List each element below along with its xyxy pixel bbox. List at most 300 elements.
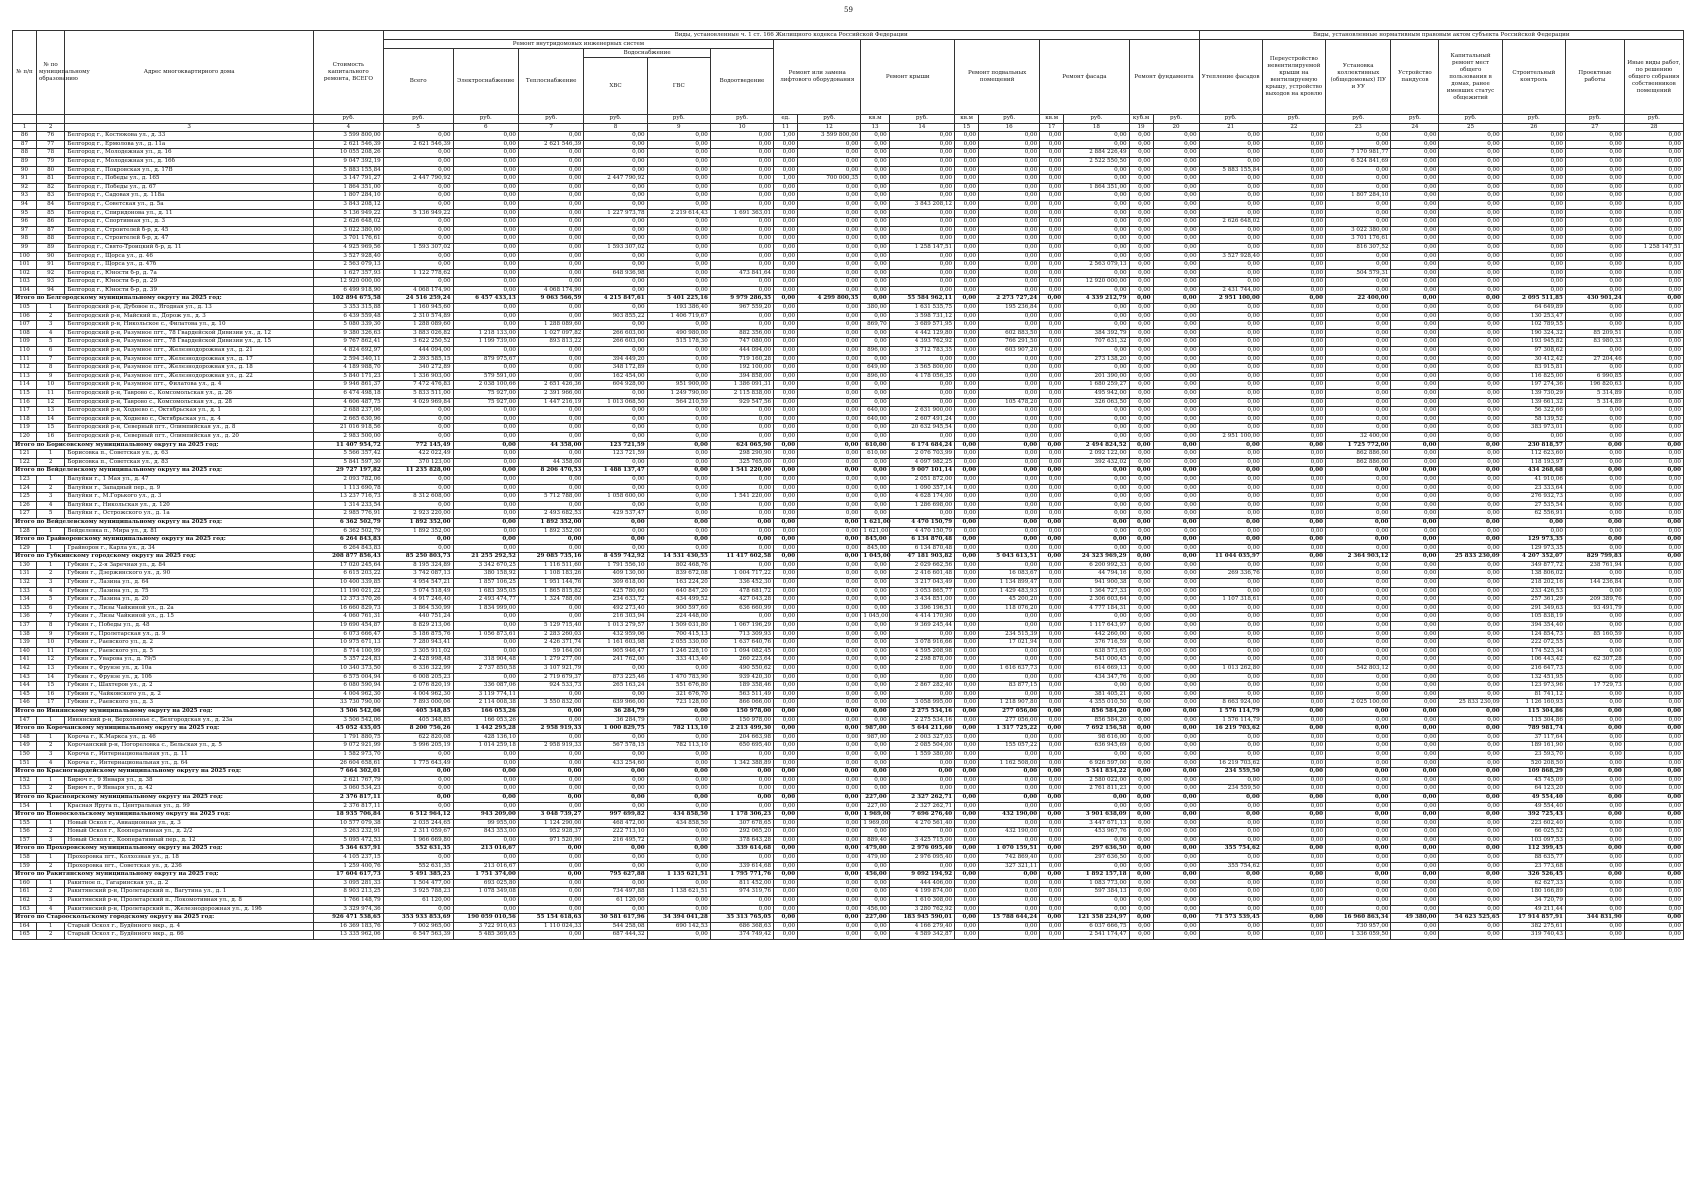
municipal-number-cell: 93 bbox=[36, 278, 64, 287]
value-cell: 0,00 bbox=[979, 261, 1040, 270]
value-cell: 0,00 bbox=[889, 828, 954, 837]
value-cell: 0,00 bbox=[1326, 630, 1391, 639]
subtotal-cell: 0,00 bbox=[1391, 845, 1439, 854]
value-cell: 0,00 bbox=[1040, 639, 1064, 648]
value-cell: 0,00 bbox=[774, 347, 798, 356]
value-cell: 900 597,60 bbox=[647, 604, 710, 613]
value-cell: 17 021,94 bbox=[979, 639, 1040, 648]
value-cell: 0,00 bbox=[861, 218, 889, 227]
value-cell: 0,00 bbox=[1502, 226, 1565, 235]
value-cell: 0,00 bbox=[1262, 699, 1325, 708]
value-cell: 1,00 bbox=[774, 175, 798, 184]
value-cell: 0,00 bbox=[1199, 604, 1262, 613]
value-cell: 204 663,98 bbox=[710, 733, 773, 742]
value-cell: 0,00 bbox=[1624, 630, 1683, 639]
value-cell: 260 223,64 bbox=[710, 656, 773, 665]
value-cell: 0,00 bbox=[453, 647, 518, 656]
value-cell: 209 389,76 bbox=[1565, 596, 1624, 605]
value-cell: 0,00 bbox=[1129, 381, 1153, 390]
value-cell: 0,00 bbox=[1624, 604, 1683, 613]
value-cell: 1 058 600,00 bbox=[584, 493, 647, 502]
value-cell: 0,00 bbox=[1624, 458, 1683, 467]
value-cell: 0,00 bbox=[710, 278, 773, 287]
value-cell: 319 740,43 bbox=[1502, 931, 1565, 940]
unit-cell bbox=[36, 115, 64, 124]
row-number-cell: 103 bbox=[13, 278, 37, 287]
value-cell: 98 616,00 bbox=[1064, 733, 1129, 742]
value-cell: 0,00 bbox=[861, 424, 889, 433]
value-cell: 0,00 bbox=[1391, 209, 1439, 218]
value-cell: 0,00 bbox=[383, 200, 453, 209]
value-cell: 0,00 bbox=[979, 415, 1040, 424]
subtotal-cell: 277 056,00 bbox=[979, 707, 1040, 716]
value-cell: 0,00 bbox=[1064, 501, 1129, 510]
unit-cell: ед. bbox=[774, 115, 798, 124]
value-cell: 0,00 bbox=[798, 243, 861, 252]
row-number-cell: 106 bbox=[13, 312, 37, 321]
value-cell: 0,00 bbox=[1129, 510, 1153, 519]
value-cell: 0,00 bbox=[1502, 286, 1565, 295]
value-cell: 0,00 bbox=[861, 475, 889, 484]
value-cell: 0,00 bbox=[979, 819, 1040, 828]
value-cell: 0,00 bbox=[1439, 776, 1502, 785]
value-cell: 0,00 bbox=[955, 510, 979, 519]
subtotal-cell: 0,00 bbox=[979, 793, 1040, 802]
value-cell: 0,00 bbox=[1199, 355, 1262, 364]
value-cell: 0,00 bbox=[1153, 252, 1199, 261]
value-cell: 0,00 bbox=[518, 261, 583, 270]
value-cell: 0,00 bbox=[518, 364, 583, 373]
value-cell: 36 284,79 bbox=[584, 716, 647, 725]
subtotal-cell: 0,00 bbox=[1153, 871, 1199, 880]
value-cell: 0,00 bbox=[955, 218, 979, 227]
value-cell: 0,00 bbox=[1040, 347, 1064, 356]
value-cell: 192 100,00 bbox=[710, 364, 773, 373]
value-cell: 1 857 106,25 bbox=[453, 579, 518, 588]
value-cell: 0,00 bbox=[1064, 415, 1129, 424]
value-cell: 0,00 bbox=[518, 888, 583, 897]
value-cell: 0,00 bbox=[861, 261, 889, 270]
value-cell: 0,00 bbox=[1391, 639, 1439, 648]
value-cell: 6 499 918,90 bbox=[313, 286, 383, 295]
value-cell: 130 253,47 bbox=[1502, 312, 1565, 321]
address-cell: Бирюч г., 9 Января ул., д. 38 bbox=[65, 776, 314, 785]
value-cell: 0,00 bbox=[1040, 304, 1064, 313]
value-cell: 0,00 bbox=[710, 544, 773, 553]
value-cell: 0,00 bbox=[1262, 149, 1325, 158]
value-cell: 123 973,96 bbox=[1502, 682, 1565, 691]
value-cell: 0,00 bbox=[861, 149, 889, 158]
value-cell: 816 307,52 bbox=[1326, 243, 1391, 252]
value-cell: 0,00 bbox=[889, 862, 954, 871]
value-cell: 0,00 bbox=[1040, 269, 1064, 278]
value-cell: 0,00 bbox=[1129, 836, 1153, 845]
value-cell: 1 627 357,93 bbox=[313, 269, 383, 278]
value-cell: 0,00 bbox=[1565, 897, 1624, 906]
value-cell: 0,00 bbox=[1565, 905, 1624, 914]
value-cell: 392 432,02 bbox=[1064, 458, 1129, 467]
value-cell: 0,00 bbox=[955, 742, 979, 751]
value-cell: 0,00 bbox=[774, 630, 798, 639]
value-cell: 3 078 916,66 bbox=[889, 639, 954, 648]
value-cell: 0,00 bbox=[1502, 149, 1565, 158]
value-cell: 0,00 bbox=[1391, 140, 1439, 149]
value-cell: 3 864 530,99 bbox=[383, 604, 453, 613]
unit-cell: руб. bbox=[1439, 115, 1502, 124]
table-row bbox=[13, 355, 1684, 364]
value-cell: 0,00 bbox=[1129, 699, 1153, 708]
value-cell: 0,00 bbox=[1439, 166, 1502, 175]
row-number-cell: 105 bbox=[13, 304, 37, 313]
value-cell: 0,00 bbox=[955, 776, 979, 785]
subtotal-cell: 0,00 bbox=[1262, 295, 1325, 304]
value-cell: 603 907,20 bbox=[979, 347, 1040, 356]
value-cell: 1 691 363,01 bbox=[710, 209, 773, 218]
value-cell: 0,00 bbox=[1439, 750, 1502, 759]
row-number-cell: 114 bbox=[13, 381, 37, 390]
value-cell: 0,00 bbox=[1391, 905, 1439, 914]
value-cell: 8 312 608,00 bbox=[383, 493, 453, 502]
value-cell: 0,00 bbox=[518, 166, 583, 175]
subtotal-cell: 2 275 534,16 bbox=[889, 707, 954, 716]
value-cell: 0,00 bbox=[1153, 390, 1199, 399]
row-number-cell: 108 bbox=[13, 329, 37, 338]
value-cell: 0,00 bbox=[453, 510, 518, 519]
subtotal-cell: 9 979 286,35 bbox=[710, 295, 773, 304]
table-row bbox=[13, 742, 1684, 751]
value-cell: 0,00 bbox=[1439, 630, 1502, 639]
value-cell: 0,00 bbox=[1040, 278, 1064, 287]
value-cell: 0,00 bbox=[453, 501, 518, 510]
unit-cell: руб. bbox=[979, 115, 1040, 124]
value-cell: 0,00 bbox=[1199, 630, 1262, 639]
value-cell: 4 097 982,25 bbox=[889, 458, 954, 467]
value-cell: 0,00 bbox=[774, 682, 798, 691]
value-cell: 0,00 bbox=[1391, 175, 1439, 184]
value-cell: 0,00 bbox=[798, 372, 861, 381]
value-cell: 44 358,00 bbox=[518, 458, 583, 467]
value-cell: 495 942,00 bbox=[1064, 390, 1129, 399]
subtotal-cell: 0,00 bbox=[979, 467, 1040, 476]
value-cell: 723 128,00 bbox=[647, 699, 710, 708]
subtotal-cell: 0,00 bbox=[1153, 295, 1199, 304]
value-cell: 0,00 bbox=[1624, 750, 1683, 759]
value-cell: 0,00 bbox=[1129, 140, 1153, 149]
value-cell: 0,00 bbox=[774, 647, 798, 656]
row-number-cell: 122 bbox=[13, 458, 37, 467]
value-cell: 4 189 988,70 bbox=[313, 364, 383, 373]
value-cell: 0,00 bbox=[518, 897, 583, 906]
value-cell: 0,00 bbox=[1064, 905, 1129, 914]
value-cell: 0,00 bbox=[647, 510, 710, 519]
value-cell: 0,00 bbox=[584, 390, 647, 399]
value-cell: 0,00 bbox=[1624, 527, 1683, 536]
value-cell: 0,00 bbox=[1565, 527, 1624, 536]
value-cell: 0,00 bbox=[518, 200, 583, 209]
value-cell: 0,00 bbox=[1153, 544, 1199, 553]
value-cell: 0,00 bbox=[1391, 347, 1439, 356]
value-cell: 0,00 bbox=[1199, 922, 1262, 931]
value-cell: 0,00 bbox=[1199, 226, 1262, 235]
municipal-number-cell: 8 bbox=[36, 364, 64, 373]
value-cell: 6 439 559,48 bbox=[313, 312, 383, 321]
subtotal-cell: 0,00 bbox=[1391, 518, 1439, 527]
value-cell: 0,00 bbox=[1153, 647, 1199, 656]
value-cell: 1 110 024,33 bbox=[518, 922, 583, 931]
value-cell: 0,00 bbox=[861, 243, 889, 252]
address-cell: Белгород г., Юности б-р, д. 7а bbox=[65, 269, 314, 278]
table-row bbox=[13, 132, 1684, 141]
value-cell: 0,00 bbox=[1391, 381, 1439, 390]
value-cell: 0,00 bbox=[979, 750, 1040, 759]
value-cell: 0,00 bbox=[955, 381, 979, 390]
col-electric-header: Электроснабжение bbox=[453, 49, 518, 115]
value-cell: 0,00 bbox=[1262, 501, 1325, 510]
value-cell: 0,00 bbox=[1262, 922, 1325, 931]
municipal-number-cell: 2 bbox=[36, 742, 64, 751]
municipal-number-cell: 4 bbox=[36, 501, 64, 510]
value-cell: 0,00 bbox=[889, 665, 954, 674]
value-cell: 0,00 bbox=[710, 432, 773, 441]
subtotal-cell: 856 584,20 bbox=[1064, 707, 1129, 716]
value-cell: 5 712 788,00 bbox=[518, 493, 583, 502]
value-cell: 0,00 bbox=[955, 415, 979, 424]
value-cell: 0,00 bbox=[1624, 149, 1683, 158]
value-cell: 0,00 bbox=[710, 243, 773, 252]
subtotal-cell: 0,00 bbox=[774, 914, 798, 923]
row-number-cell: 163 bbox=[13, 905, 37, 914]
value-cell: 12 920 000,00 bbox=[1064, 278, 1129, 287]
value-cell: 0,00 bbox=[979, 286, 1040, 295]
subtotal-cell: 2 951 100,00 bbox=[1199, 295, 1262, 304]
value-cell: 686 368,63 bbox=[710, 922, 773, 931]
address-cell: Ракитное п., Гагаринская ул., д. 2 bbox=[65, 879, 314, 888]
value-cell: 0,00 bbox=[1199, 132, 1262, 141]
value-cell: 0,00 bbox=[1624, 888, 1683, 897]
value-cell: 0,00 bbox=[955, 493, 979, 502]
address-cell: Белгородский р-н, Ходнево с., Октябрьская ул., д. 1 bbox=[65, 407, 314, 416]
row-number-cell: 157 bbox=[13, 836, 37, 845]
value-cell: 1 342 388,89 bbox=[710, 759, 773, 768]
value-cell: 1 610 308,00 bbox=[889, 897, 954, 906]
col-no-header: № п/п bbox=[13, 31, 37, 115]
value-cell: 0,00 bbox=[453, 347, 518, 356]
value-cell: 564 210,59 bbox=[647, 398, 710, 407]
address-cell: Белгород г., Юности б-р, д. 39 bbox=[65, 286, 314, 295]
value-cell: 0,00 bbox=[453, 424, 518, 433]
value-cell: 0,00 bbox=[647, 286, 710, 295]
subtotal-cell: 0,00 bbox=[1040, 871, 1064, 880]
value-cell: 0,00 bbox=[1199, 750, 1262, 759]
address-cell: Белгородский р-н, Таврово с., Комсомольская ул., д. 26 bbox=[65, 390, 314, 399]
value-cell: 0,00 bbox=[647, 750, 710, 759]
value-cell: 0,00 bbox=[979, 364, 1040, 373]
subtotal-label: Итого по Белгородскому муниципальному округу на 2025 год: bbox=[13, 295, 314, 304]
value-cell: 88 635,77 bbox=[1502, 854, 1565, 863]
value-cell: 0,00 bbox=[979, 432, 1040, 441]
value-cell: 0,00 bbox=[979, 226, 1040, 235]
address-cell: Новый Оскол г., Авиационная ул., д. 3 bbox=[65, 819, 314, 828]
municipal-number-cell: 94 bbox=[36, 286, 64, 295]
value-cell: 0,00 bbox=[1391, 682, 1439, 691]
value-cell: 468 472,00 bbox=[584, 819, 647, 828]
value-cell: 0,00 bbox=[798, 879, 861, 888]
value-cell: 0,00 bbox=[1624, 776, 1683, 785]
value-cell: 0,00 bbox=[1040, 561, 1064, 570]
value-cell: 0,00 bbox=[1624, 836, 1683, 845]
subtotal-cell: 0,00 bbox=[1624, 793, 1683, 802]
value-cell: 0,00 bbox=[955, 312, 979, 321]
value-cell: 0,00 bbox=[1624, 415, 1683, 424]
address-cell: Белгород г., Победы ул., д. 165 bbox=[65, 175, 314, 184]
table-row bbox=[13, 149, 1684, 158]
value-cell: 610,00 bbox=[861, 450, 889, 459]
value-cell: 2 085 504,00 bbox=[889, 742, 954, 751]
value-cell: 0,00 bbox=[710, 252, 773, 261]
value-cell: 75 927,00 bbox=[453, 398, 518, 407]
value-cell: 0,00 bbox=[1040, 527, 1064, 536]
subtotal-cell: 552 631,35 bbox=[383, 845, 453, 854]
value-cell: 0,00 bbox=[1565, 673, 1624, 682]
municipal-number-cell: 77 bbox=[36, 140, 64, 149]
value-cell: 384 392,79 bbox=[1064, 329, 1129, 338]
value-cell: 0,00 bbox=[1439, 321, 1502, 330]
value-cell: 234 515,39 bbox=[979, 630, 1040, 639]
subtotal-cell: 0,00 bbox=[1199, 871, 1262, 880]
value-cell: 0,00 bbox=[955, 501, 979, 510]
value-cell: 0,00 bbox=[1064, 235, 1129, 244]
value-cell: 0,00 bbox=[1129, 226, 1153, 235]
value-cell: 473 841,64 bbox=[710, 269, 773, 278]
unit-cell: руб. bbox=[647, 115, 710, 124]
value-cell: 0,00 bbox=[1129, 604, 1153, 613]
value-cell: 0,00 bbox=[1565, 157, 1624, 166]
col-flat-roof-header: Переустройство невентилируемой крыши на вентилируемую крышу, устройство выходов на кровлю bbox=[1262, 40, 1325, 115]
value-cell: 0,00 bbox=[518, 175, 583, 184]
col-ramps-header: Устройство пандусов bbox=[1391, 40, 1439, 115]
value-cell: 1 286 698,00 bbox=[889, 501, 954, 510]
value-cell: 0,00 bbox=[647, 321, 710, 330]
subtotal-cell: 1 488 137,47 bbox=[584, 467, 647, 476]
table-row bbox=[13, 140, 1684, 149]
value-cell: 0,00 bbox=[979, 544, 1040, 553]
value-cell: 0,00 bbox=[1262, 407, 1325, 416]
value-cell: 12 373 370,26 bbox=[313, 596, 383, 605]
subtotal-cell: 0,00 bbox=[518, 793, 583, 802]
value-cell: 0,00 bbox=[1199, 304, 1262, 313]
value-cell: 0,00 bbox=[1129, 544, 1153, 553]
row-number-cell: 127 bbox=[13, 510, 37, 519]
row-number-cell: 152 bbox=[13, 776, 37, 785]
address-cell: Бирюч г., 9 Января ул., д. 42 bbox=[65, 785, 314, 794]
value-cell: 0,00 bbox=[1199, 338, 1262, 347]
value-cell: 0,00 bbox=[453, 622, 518, 631]
value-cell: 0,00 bbox=[1129, 716, 1153, 725]
value-cell: 0,00 bbox=[710, 192, 773, 201]
table-row bbox=[13, 166, 1684, 175]
value-cell: 0,00 bbox=[955, 579, 979, 588]
value-cell: 0,00 bbox=[1040, 682, 1064, 691]
value-cell: 0,00 bbox=[710, 226, 773, 235]
value-cell: 4 925 969,56 bbox=[313, 243, 383, 252]
table-row bbox=[13, 828, 1684, 837]
subtotal-cell: 17 914 857,91 bbox=[1502, 914, 1565, 923]
table-row bbox=[13, 261, 1684, 270]
subtotal-row bbox=[13, 707, 1684, 716]
value-cell: 0,00 bbox=[1391, 819, 1439, 828]
value-cell: 0,00 bbox=[1439, 252, 1502, 261]
value-cell: 0,00 bbox=[979, 613, 1040, 622]
municipal-number-cell: 89 bbox=[36, 243, 64, 252]
value-cell: 0,00 bbox=[1439, 604, 1502, 613]
value-cell: 193 386,40 bbox=[647, 304, 710, 313]
subtotal-cell: 0,00 bbox=[1439, 295, 1502, 304]
value-cell: 5 485 369,65 bbox=[453, 931, 518, 940]
value-cell: 0,00 bbox=[1439, 561, 1502, 570]
value-cell: 0,00 bbox=[955, 424, 979, 433]
row-number-cell: 154 bbox=[13, 802, 37, 811]
value-cell: 0,00 bbox=[1326, 407, 1391, 416]
subtotal-cell: 0,00 bbox=[955, 725, 979, 734]
subtotal-cell: 0,00 bbox=[647, 707, 710, 716]
value-cell: 223 602,40 bbox=[1502, 819, 1565, 828]
address-cell: Белгород г., Спиридонова ул., д. 11 bbox=[65, 209, 314, 218]
value-cell: 0,00 bbox=[1262, 647, 1325, 656]
subtotal-cell: 0,00 bbox=[955, 707, 979, 716]
value-cell: 0,00 bbox=[647, 836, 710, 845]
value-cell: 0,00 bbox=[584, 484, 647, 493]
value-cell: 2 376 817,11 bbox=[313, 802, 383, 811]
value-cell: 0,00 bbox=[383, 802, 453, 811]
value-cell: 0,00 bbox=[955, 759, 979, 768]
subtotal-cell: 0,00 bbox=[1439, 845, 1502, 854]
value-cell: 0,00 bbox=[1391, 922, 1439, 931]
subtotal-cell: 2 494 824,52 bbox=[1064, 441, 1129, 450]
value-cell: 0,00 bbox=[647, 269, 710, 278]
value-cell: 0,00 bbox=[1153, 854, 1199, 863]
value-cell: 0,00 bbox=[1439, 381, 1502, 390]
value-cell: 0,00 bbox=[1262, 312, 1325, 321]
value-cell: 0,00 bbox=[1262, 854, 1325, 863]
value-cell: 0,00 bbox=[1262, 802, 1325, 811]
subtotal-cell: 6 134 870,48 bbox=[889, 536, 954, 545]
value-cell: 0,00 bbox=[647, 347, 710, 356]
value-cell: 0,00 bbox=[1439, 862, 1502, 871]
value-cell: 0,00 bbox=[774, 355, 798, 364]
row-number-cell: 102 bbox=[13, 269, 37, 278]
value-cell: 83 915,81 bbox=[1502, 364, 1565, 373]
value-cell: 0,00 bbox=[1624, 579, 1683, 588]
value-cell: 8 195 324,89 bbox=[383, 561, 453, 570]
value-cell: 0,00 bbox=[1064, 286, 1129, 295]
value-cell: 5 883 155,84 bbox=[1199, 166, 1262, 175]
value-cell: 0,00 bbox=[1199, 639, 1262, 648]
subtotal-cell: 0,00 bbox=[955, 553, 979, 562]
subtotal-cell: 0,00 bbox=[1153, 845, 1199, 854]
municipal-number-cell: 1 bbox=[36, 733, 64, 742]
value-cell: 2 447 790,92 bbox=[383, 175, 453, 184]
subtotal-cell: 0,00 bbox=[798, 871, 861, 880]
value-cell: 0,00 bbox=[1153, 716, 1199, 725]
value-cell: 802 468,76 bbox=[647, 561, 710, 570]
value-cell: 0,00 bbox=[1439, 243, 1502, 252]
table-row bbox=[13, 613, 1684, 622]
value-cell: 61 120,00 bbox=[584, 897, 647, 906]
value-cell: 0,00 bbox=[1326, 828, 1391, 837]
municipal-number-cell: 1 bbox=[36, 544, 64, 553]
subtotal-cell: 0,00 bbox=[774, 845, 798, 854]
value-cell: 0,00 bbox=[1624, 372, 1683, 381]
